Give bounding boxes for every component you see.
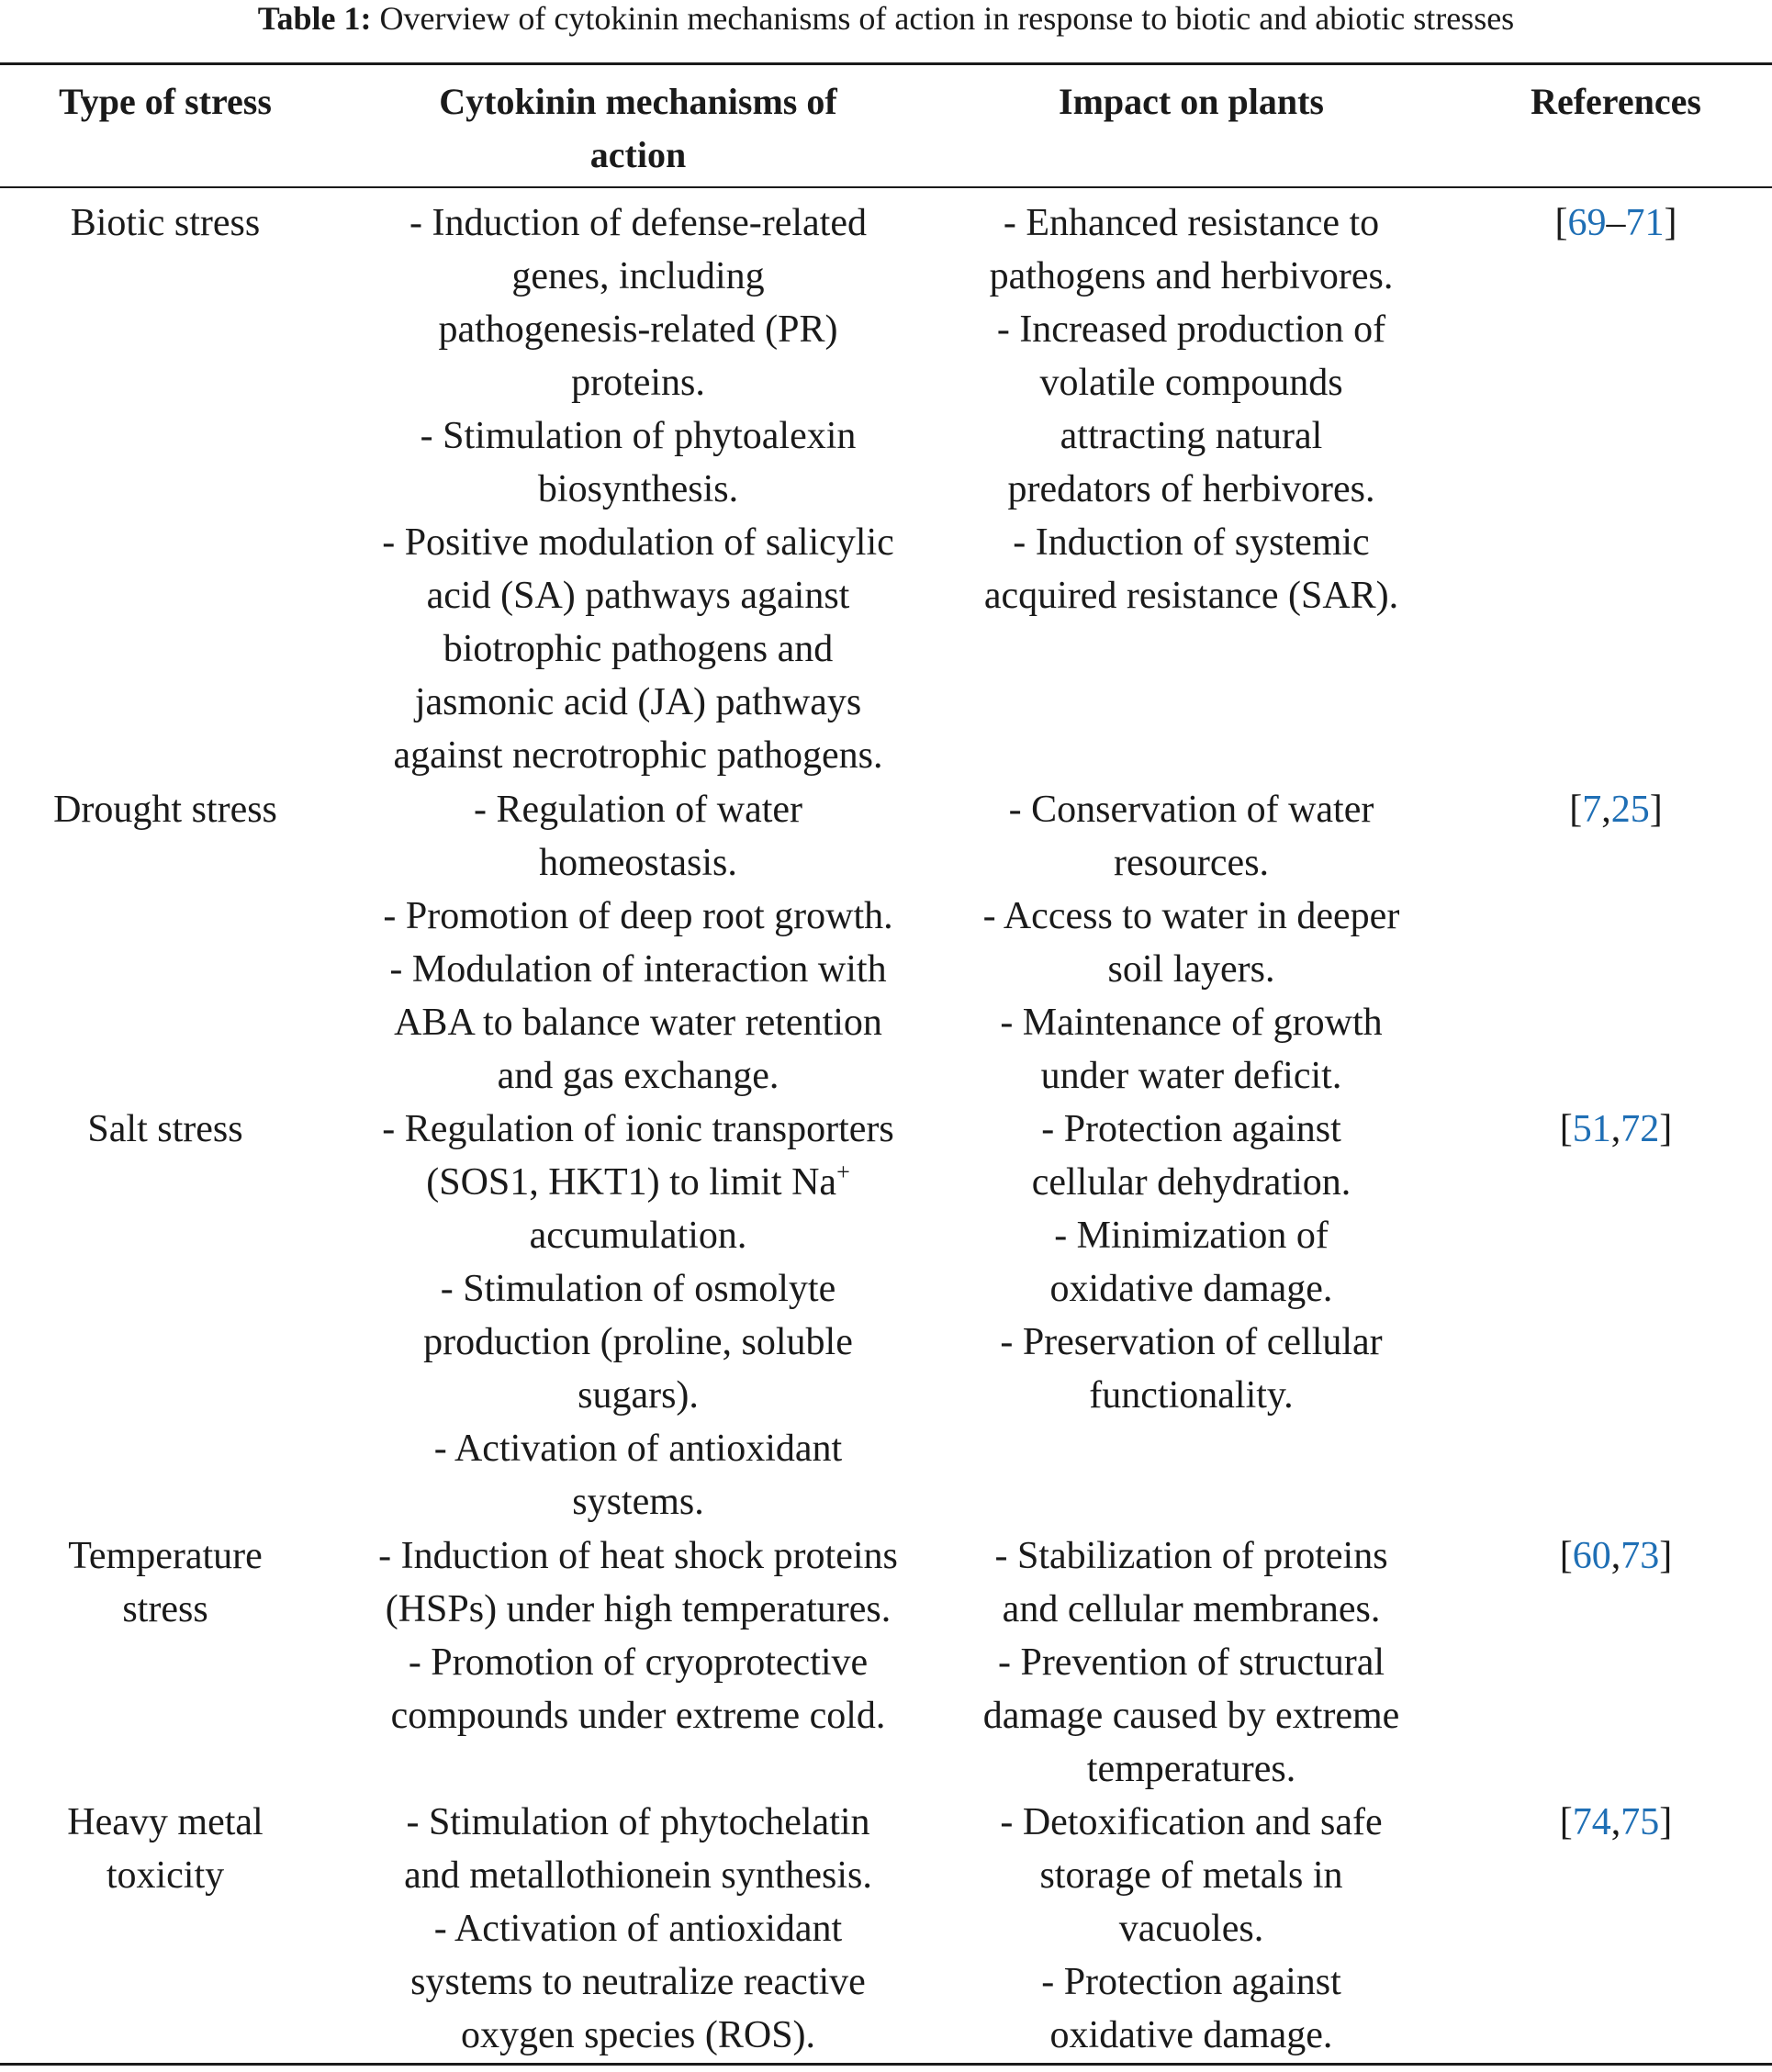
row-biotic-type [28, 196, 303, 250]
cell-line: - Stimulation of phytochelatin [406, 1801, 870, 1843]
cell-line: jasmonic acid (JA) pathways [414, 681, 862, 723]
reference-link[interactable]: 69 [1567, 202, 1607, 244]
row-biotic-impact [959, 196, 1423, 622]
row-salt-references: [51,72] [1559, 1108, 1673, 1150]
cell-line: Drought stress [53, 789, 277, 831]
cell-line [349, 1156, 927, 1209]
cell-text: (SOS1, HKT1) to limit Na [426, 1161, 837, 1204]
cell-line: biosynthesis. [537, 468, 739, 510]
bottom-rule [0, 2063, 1772, 2066]
cell-line: - Activation of antioxidant [433, 1908, 843, 1950]
cell-line: against necrotrophic pathogens. [393, 734, 883, 777]
cell-line: - Induction of defense-related [409, 202, 867, 244]
cell-line: systems. [572, 1481, 704, 1523]
row-heavy-metal-type [28, 1796, 303, 1902]
cell-line: functionality. [1089, 1374, 1294, 1417]
row-heavy-metal-references: [74,75] [1559, 1801, 1673, 1843]
na-superscript: + [836, 1159, 850, 1185]
reference-link[interactable]: 72 [1621, 1108, 1660, 1150]
row-salt-mechanisms [349, 1103, 927, 1529]
header-rule [0, 186, 1772, 188]
cell-line: - Regulation of ionic transporters [382, 1108, 894, 1150]
cell-line: proteins. [571, 362, 705, 404]
cell-line: - Stimulation of osmolyte [440, 1268, 836, 1310]
reference-link[interactable]: 71 [1625, 202, 1665, 244]
row-heavy-metal-mechanisms [349, 1796, 927, 2062]
reference-separator: , [1610, 1108, 1621, 1150]
table-caption [0, 0, 1772, 37]
cell-line: sugars). [578, 1374, 699, 1417]
reference-link[interactable]: 25 [1610, 789, 1650, 831]
cell-line: Biotic stress [70, 202, 261, 244]
cell-line: production (proline, soluble [423, 1321, 853, 1363]
cell-line: pathogens and herbivores. [989, 255, 1394, 297]
cell-line: stress [122, 1588, 208, 1630]
cell-line: - Activation of antioxidant [433, 1428, 843, 1470]
reference-separator: , [1601, 789, 1611, 831]
cell-line: - Access to water in deeper [982, 895, 1400, 937]
cell-line: - Maintenance of growth [1000, 1002, 1383, 1044]
header-mechanisms [349, 75, 927, 182]
cell-line: - Prevention of structural [997, 1641, 1385, 1684]
top-rule [0, 62, 1772, 65]
cell-line: toxicity [106, 1854, 225, 1897]
cell-line: and gas exchange. [497, 1055, 779, 1097]
row-drought-type [28, 783, 303, 836]
cell-line: - Increased production of [996, 308, 1386, 351]
cell-line: - Regulation of water [473, 789, 803, 831]
row-biotic-mechanisms [349, 196, 927, 782]
cell-line: - Minimization of [1054, 1215, 1329, 1257]
cell-line: resources. [1113, 842, 1270, 884]
cell-line: - Promotion of cryoprotective [408, 1641, 869, 1684]
row-drought-mechanisms [349, 783, 927, 1103]
cell-line: vacuoles. [1118, 1908, 1264, 1950]
reference-link[interactable]: 51 [1572, 1108, 1611, 1150]
row-temperature-references: [60,73] [1559, 1535, 1673, 1577]
cell-line: oxygen species (ROS). [460, 2014, 816, 2056]
caption-text: Overview of cytokinin mechanisms of action in response to biotic and abiotic stresses [379, 0, 1515, 37]
row-heavy-metal-impact [959, 1796, 1423, 2062]
cell-line: - Detoxification and safe [1000, 1801, 1383, 1843]
cell-line: accumulation. [529, 1215, 747, 1257]
cell-line: - Stabilization of proteins [994, 1535, 1388, 1577]
row-drought-impact [959, 783, 1423, 1103]
caption-label: Table 1: [257, 0, 372, 37]
cell-line: compounds under extreme cold. [390, 1695, 886, 1737]
header-mechanisms-line: Cytokinin mechanisms of [439, 81, 837, 122]
cell-line: and metallothionein synthesis. [404, 1854, 872, 1897]
cell-line: - Conservation of water [1008, 789, 1374, 831]
cell-line: damage caused by extreme [982, 1695, 1400, 1737]
reference-separator: – [1606, 202, 1626, 244]
cell-line: storage of metals in [1039, 1854, 1343, 1897]
cell-line: temperatures. [1086, 1748, 1296, 1790]
row-temperature-impact [959, 1529, 1423, 1796]
cell-line: acid (SA) pathways against [426, 575, 850, 617]
row-drought-references: [7,25] [1569, 789, 1663, 831]
cell-line: - Induction of heat shock proteins [378, 1535, 898, 1577]
cell-line: - Stimulation of phytoalexin [420, 415, 857, 457]
cell-line: genes, including [511, 255, 765, 297]
cell-line: volatile compounds [1039, 362, 1343, 404]
reference-link[interactable]: 73 [1621, 1535, 1660, 1577]
cell-line: and cellular membranes. [1002, 1588, 1381, 1630]
cell-line: systems to neutralize reactive [410, 1961, 866, 2003]
header-references: References [1531, 81, 1701, 122]
cell-line: - Enhanced resistance to [1003, 202, 1380, 244]
reference-separator: , [1610, 1535, 1621, 1577]
cell-line: Salt stress [87, 1108, 243, 1150]
cell-line: pathogenesis-related (PR) [438, 308, 838, 351]
reference-link[interactable]: 75 [1621, 1801, 1660, 1843]
cell-line: homeostasis. [539, 842, 737, 884]
cell-line: under water deficit. [1040, 1055, 1342, 1097]
cell-line: - Positive modulation of salicylic [382, 521, 894, 564]
cell-line: biotrophic pathogens and [443, 628, 834, 670]
cell-line: - Protection against [1041, 1961, 1341, 2003]
cell-line: soil layers. [1107, 948, 1275, 991]
cell-line: (HSPs) under high temperatures. [385, 1588, 892, 1630]
cell-line: - Promotion of deep root growth. [383, 895, 893, 937]
cell-line: - Induction of systemic [1013, 521, 1370, 564]
cell-line: Temperature [68, 1535, 263, 1577]
cell-line: predators of herbivores. [1007, 468, 1375, 510]
row-temperature-mechanisms [349, 1529, 927, 1742]
header-type-of-stress: Type of stress [59, 81, 272, 122]
cell-line: - Preservation of cellular [1000, 1321, 1383, 1363]
row-temperature-type [28, 1529, 303, 1636]
row-salt-impact [959, 1103, 1423, 1422]
cell-line: - Modulation of interaction with [389, 948, 887, 991]
cell-line: attracting natural [1060, 415, 1323, 457]
reference-link[interactable]: 74 [1572, 1801, 1611, 1843]
cell-line: cellular dehydration. [1031, 1161, 1351, 1204]
cell-line: oxidative damage. [1049, 1268, 1333, 1310]
reference-link[interactable]: 7 [1582, 789, 1602, 831]
cell-line: ABA to balance water retention [394, 1002, 882, 1044]
reference-link[interactable]: 60 [1572, 1535, 1611, 1577]
row-salt-type [28, 1103, 303, 1156]
header-impact: Impact on plants [1059, 81, 1324, 122]
cell-line: acquired resistance (SAR). [983, 575, 1399, 617]
reference-separator: , [1610, 1801, 1621, 1843]
cell-line: Heavy metal [67, 1801, 264, 1843]
row-biotic-references: [69–71] [1554, 202, 1677, 244]
cell-line: - Protection against [1041, 1108, 1341, 1150]
header-mechanisms-line: action [589, 134, 687, 175]
cell-line: oxidative damage. [1049, 2014, 1333, 2056]
